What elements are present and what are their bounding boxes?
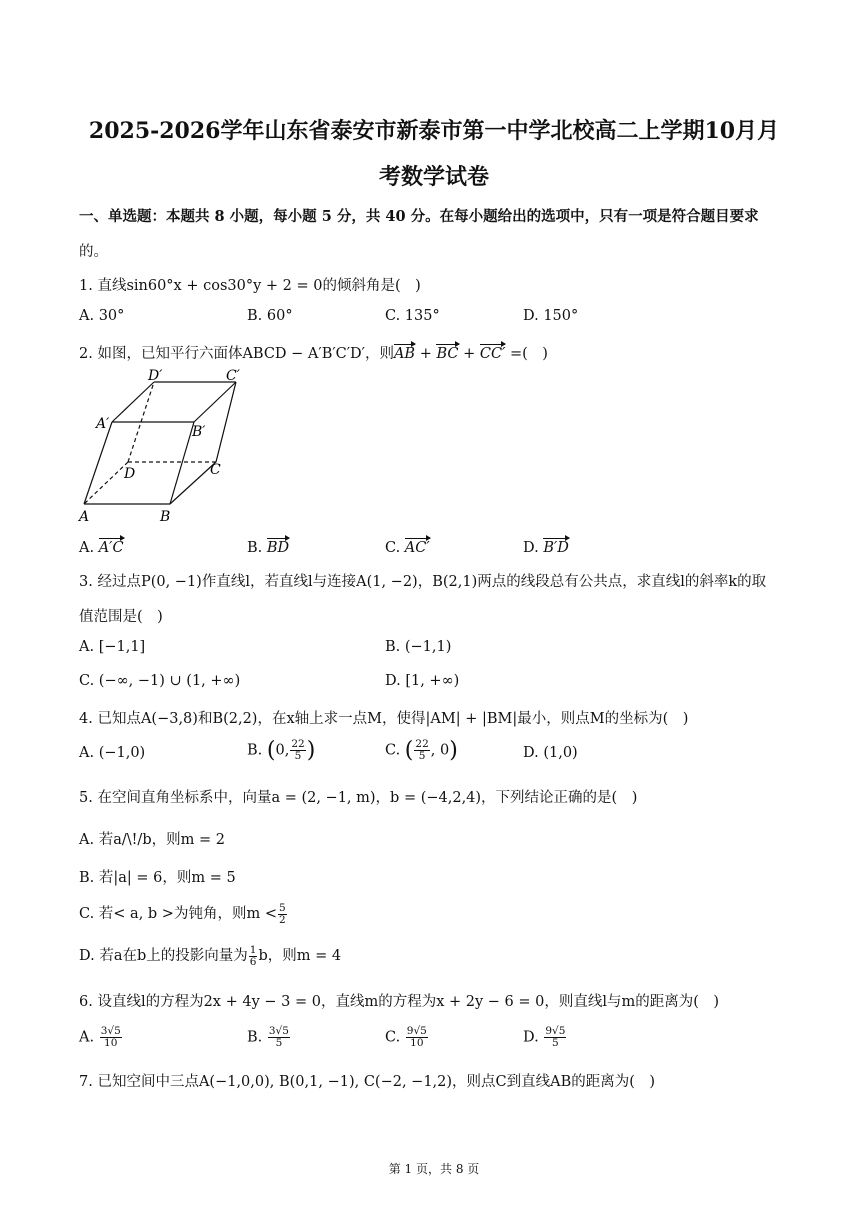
denominator: 10 [104, 1037, 118, 1049]
denominator: 5 [275, 1037, 283, 1049]
q1-option-c: C. 135° [385, 308, 440, 324]
numerator: 5 [278, 901, 286, 914]
numerator: 9√5 [545, 1025, 566, 1037]
q3-option-a: A. [−1,1] [79, 639, 146, 655]
plus-sign: + [458, 346, 480, 362]
option-d-text: D. 若a在b上的投影向量为 [79, 948, 248, 964]
plus-sign: + [415, 346, 437, 362]
q5-option-a: A. 若a/\!/b，则m = 2 [79, 832, 225, 848]
q1-option-b: B. 60° [247, 308, 293, 324]
vertex-label-a: A [79, 509, 90, 525]
vertex-label-b1: B′ [192, 424, 206, 440]
denominator: 10 [410, 1037, 424, 1049]
option-label: A. [79, 540, 95, 556]
coord-y: , 0 [430, 742, 450, 759]
denominator: 5 [294, 750, 302, 762]
option-label: C. [385, 742, 405, 759]
q2-stem-suffix: =( ) [505, 346, 548, 362]
vector-bc: BC [436, 343, 458, 362]
numerator: 9√5 [406, 1025, 427, 1037]
section-heading: 一、单选题：本题共 8 小题，每小题 5 分，共 40 分。在每小题给出的选项中，只有一项是符合题目要求 [79, 208, 759, 225]
fraction [406, 1026, 428, 1049]
page-footer: 第 1 页，共 8 页 [388, 1162, 480, 1176]
edge-aa1 [84, 422, 112, 504]
vertex-label-b: B [160, 509, 171, 525]
q3-option-d: D. [1, +∞) [385, 673, 460, 689]
fraction-22-5 [414, 739, 429, 762]
q5-option-d [79, 944, 341, 968]
vector-ab: AB [394, 343, 415, 362]
q6-option-b [247, 1026, 291, 1049]
coord-x: 0, [275, 742, 290, 759]
vector-bd: BD [267, 537, 289, 556]
question-7-stem: 7. 已知空间中三点A(−1,0,0), B(0,1, −1), C(−2, −1,2)，则点C到直线AB的距离为( ) [79, 1074, 656, 1090]
denominator: 6 [249, 955, 257, 968]
option-label: B. [247, 742, 267, 759]
right-paren: ) [306, 738, 316, 763]
option-c-text: C. 若< a, b >为钝角，则m < [79, 906, 277, 922]
section-heading-cont: 的。 [79, 244, 108, 260]
q2-option-b [247, 537, 289, 556]
vertex-label-d1: D′ [148, 368, 163, 384]
option-label: B. [247, 1029, 263, 1046]
q2-option-a [79, 537, 124, 556]
exam-title-line1: 2025-2026学年山东省泰安市新泰市第一中学北校高二上学期10月月 [88, 118, 780, 144]
option-d-suffix: b，则m = 4 [258, 948, 342, 964]
q5-option-b: B. 若|a| = 6，则m = 5 [79, 870, 236, 886]
question-5-stem: 5. 在空间直角坐标系中，向量a = (2, −1, m)，b = (−4,2,4)，下列结论正确的是( ) [79, 790, 638, 806]
option-label: C. [385, 540, 401, 556]
option-label: D. [523, 540, 539, 556]
q1-option-a: A. 30° [79, 308, 125, 324]
q1-option-d: D. 150° [523, 308, 579, 324]
left-paren: ( [404, 738, 414, 763]
denominator: 5 [552, 1037, 559, 1049]
q3-option-b: B. (−1,1) [385, 639, 452, 655]
right-paren: ) [449, 738, 458, 763]
vector-cc1: CC′ [480, 343, 505, 362]
vertex-label-a1: A′ [96, 416, 110, 432]
question-2-stem [79, 342, 548, 363]
q6-option-c [385, 1026, 429, 1049]
q2-stem-prefix: 2. 如图，已知平行六面体ABCD − A′B′C′D′，则 [79, 346, 394, 362]
q4-option-d: D. (1,0) [523, 745, 578, 761]
q4-option-c [385, 738, 458, 763]
vector-b1d: B′D [543, 537, 569, 556]
vertex-label-c1: C′ [226, 368, 240, 384]
q3-option-c: C. (−∞, −1) ∪ (1, +∞) [79, 673, 241, 689]
q6-option-a [79, 1026, 123, 1049]
vector-ac1: AC′ [405, 537, 430, 556]
edge-bb1 [170, 422, 194, 504]
numerator: 1 [249, 943, 257, 956]
vector-a1c: A′C [99, 537, 124, 556]
q2-option-c [385, 537, 430, 556]
question-1-stem: 1. 直线sin60°x + cos30°y + 2 = 0的倾斜角是( ) [79, 278, 421, 294]
edge-cc1 [216, 382, 236, 462]
left-paren: ( [266, 738, 276, 763]
numerator: 22 [291, 738, 305, 750]
q2-option-d [523, 537, 569, 556]
option-label: D. [523, 1029, 539, 1046]
fraction [268, 1026, 290, 1049]
numerator: 3√5 [268, 1025, 289, 1037]
question-3-stem-line1: 3. 经过点P(0, −1)作直线l，若直线l与连接A(1, −2)，B(2,1)两点的线段总有公共点，求直线l的斜率k的取 [79, 574, 767, 590]
option-label: B. [247, 540, 263, 556]
fraction-1-6 [249, 945, 258, 968]
q6-option-d [523, 1026, 567, 1049]
fraction-5-2 [278, 903, 287, 926]
q5-option-c [79, 902, 288, 926]
q4-option-b [247, 738, 315, 763]
exam-title-line2: 考数学试卷 [378, 164, 489, 190]
denominator: 2 [278, 913, 286, 926]
numerator: 3√5 [100, 1025, 121, 1037]
fraction [100, 1026, 122, 1049]
parallelepiped-figure [76, 366, 256, 526]
fraction-22-5 [290, 739, 305, 762]
edge-b1c1 [194, 382, 236, 422]
question-3-stem-line2: 值范围是( ) [79, 609, 163, 625]
question-6-stem: 6. 设直线l的方程为2x + 4y − 3 = 0，直线m的方程为x + 2y − 6 = 0，则直线l与m的距离为( ) [79, 994, 720, 1010]
vertex-label-d: D [124, 466, 136, 482]
numerator: 22 [415, 738, 429, 750]
option-label: C. [385, 1029, 401, 1046]
fraction [544, 1026, 566, 1049]
vertex-label-c: C [210, 462, 221, 478]
question-4-stem: 4. 已知点A(−3,8)和B(2,2)，在x轴上求一点M，使得|AM| + |BM|最小，则点M的坐标为( ) [79, 711, 689, 727]
q4-option-a: A. (−1,0) [79, 745, 146, 761]
denominator: 5 [418, 750, 426, 762]
option-label: A. [79, 1029, 95, 1046]
